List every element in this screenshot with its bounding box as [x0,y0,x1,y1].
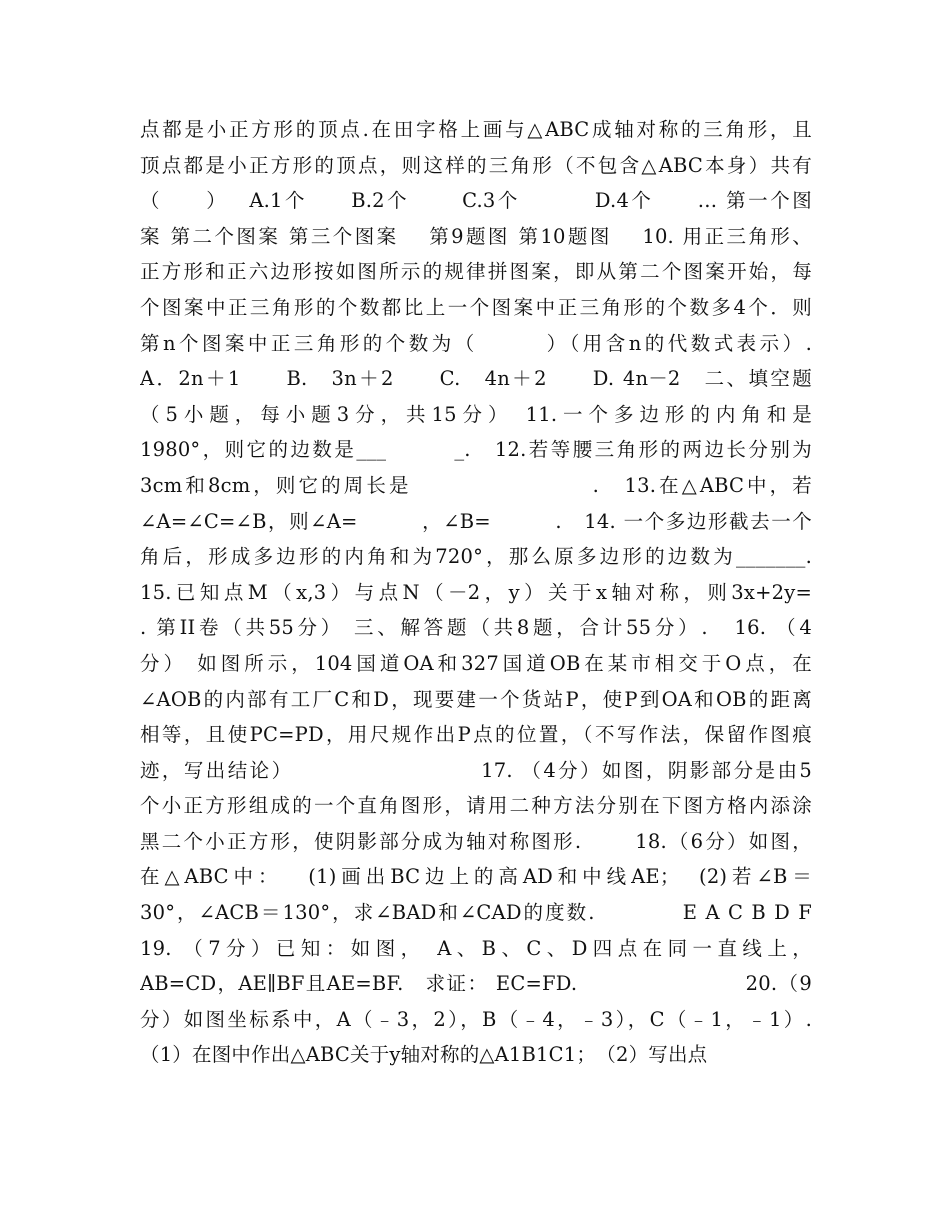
text-line: （5小题，每小题3分，共15分） 11.一个多边形的内角和是 [140,402,812,426]
text-line: 点都是小正方形的顶点.在田字格上画与△ABC成轴对称的三角形，且 [140,118,812,141]
text-line: 迹，写出结论） 17. （4分）如图，阴影部分是由5 [140,758,812,782]
text-line: 19. （7分）已知：如图， A、B、C、D四点在同一直线上， [140,936,812,960]
text-line: 个图案中正三角形的个数都比上一个图案中正三角形的个数多4个．则 [140,295,812,319]
text-line: 在△ABC中： (1)画出BC边上的高AD和中线AE； (2)若∠B＝ [140,865,812,889]
text-line: 相等，且使PC=PD，用尺规作出P点的位置，（不写作法，保留作图痕 [140,723,812,747]
text-line: 正方形和正六边形按如图所示的规律拼图案，即从第二个图案开始，每 [140,260,812,284]
text-line: 第n个图案中正三角形的个数为（ ）（用含n的代数式表示）. [140,331,812,355]
document-text-block [140,112,812,1073]
text-line: AB=CD，AE∥BF且AE=BF. 求证： EC=FD. 20.（9 [140,972,812,996]
text-line: 案 第二个图案 第三个图案 第9题图 第10题图 10. 用正三角形、 [140,224,812,248]
text-line: （1）在图中作出△ABC关于y轴对称的△A1B1C1； （2）写出点 [140,1043,708,1067]
text-line: A．2n＋1 B. 3n＋2 C. 4n＋2 D. 4n－2 二、填空题 [140,367,812,391]
text-line: ∠A=∠C=∠B，则∠A= ，∠B= . 14. 一个多边形截去一个 [140,509,812,533]
text-line: 1980°，则它的边数是___ _. 12.若等腰三角形的两边长分别为 [140,438,812,462]
text-line: . 第II卷（共55分） 三、解答题（共8题，合计55分）. 16. （4 [140,616,812,640]
text-line: 3cm和8cm，则它的周长是 . 13.在△ABC中，若 [140,473,812,497]
text-line: 黑二个小正方形，使阴影部分成为轴对称图形. 18.（6分）如图， [140,829,812,853]
text-line: 角后，形成多边形的内角和为720°，那么原多边形的边数为_______. [140,545,812,569]
text-line: 个小正方形组成的一个直角图形，请用二种方法分别在下图方格内添涂 [140,794,812,818]
text-line: 分） 如图所示，104国道OA和327国道OB在某市相交于O点，在 [140,651,812,675]
text-line: 分）如图坐标系中，A（﹣3，2），B（﹣4，﹣3），C（﹣1，﹣1）. [140,1007,812,1031]
text-line: 15.已知点M（x,3）与点N（－2，y）关于x轴对称，则3x+2y= [140,580,812,604]
text-line: 顶点都是小正方形的顶点，则这样的三角形（不包含△ABC本身）共有 [140,153,812,177]
text-line: 30°，∠ACB＝130°，求∠BAD和∠CAD的度数. E A C B D F [140,901,812,925]
text-line: （ ） A.1个 B.2个 C.3个 D.4个 … 第一个图 [140,189,812,213]
text-line: ∠AOB的内部有工厂C和D，现要建一个货站P，使P到OA和OB的距离 [140,687,812,711]
